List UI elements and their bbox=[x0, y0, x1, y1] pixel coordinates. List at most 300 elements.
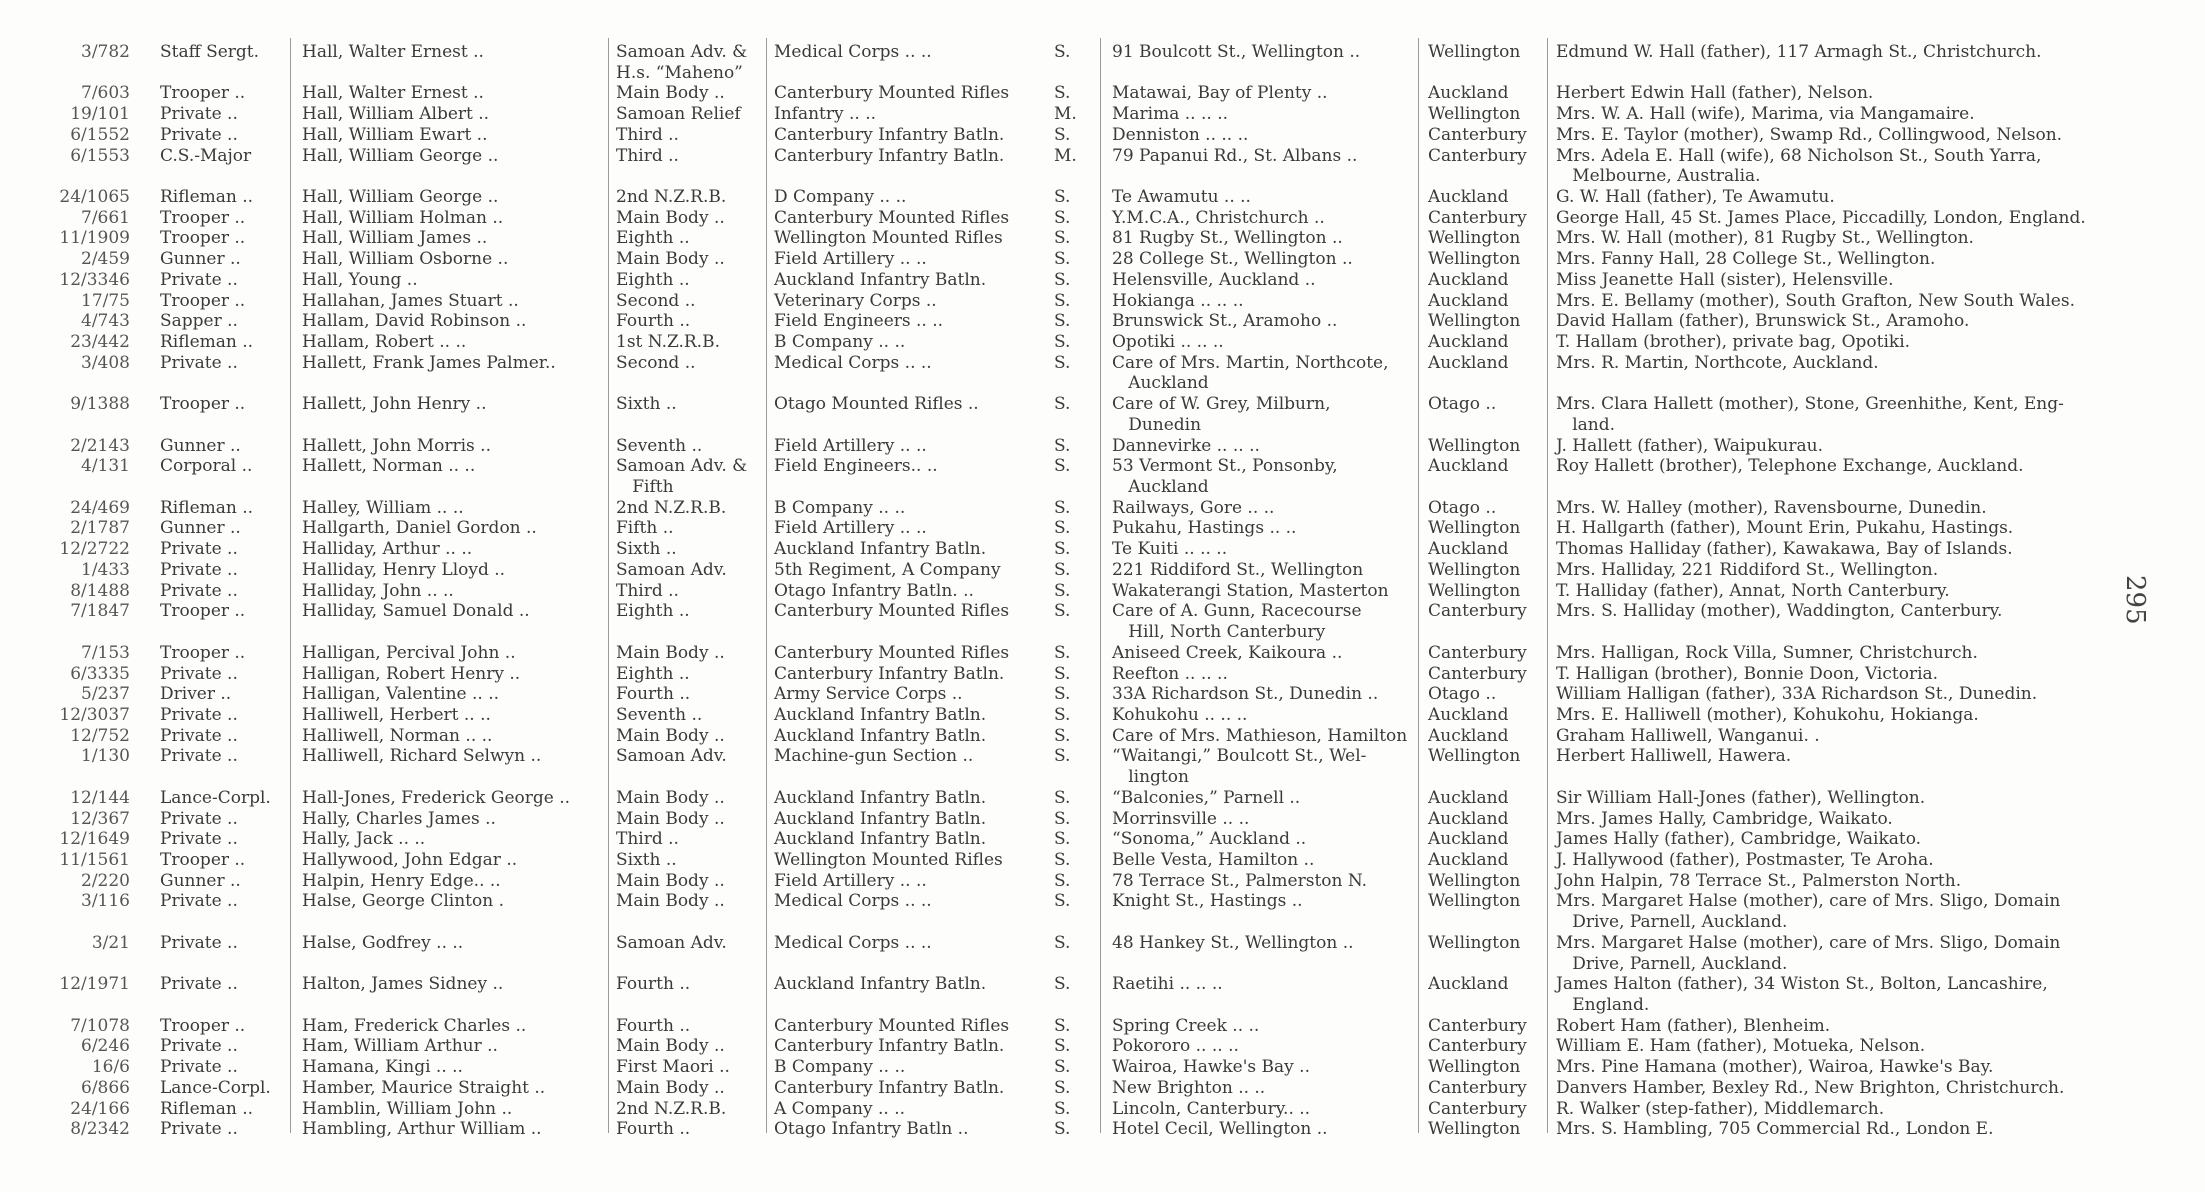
cell-rank: Trooper .. bbox=[160, 207, 246, 228]
table-row bbox=[0, 767, 2205, 787]
cell-name: Hallett, John Henry .. bbox=[302, 394, 487, 415]
cell-dist: Auckland bbox=[1428, 290, 1509, 311]
cell-mar: S. bbox=[1054, 539, 1071, 560]
cell-addr: Helensville, Auckland .. bbox=[1112, 269, 1316, 290]
cell-rank: Gunner .. bbox=[160, 249, 241, 270]
cell-num: 7/661 bbox=[81, 207, 130, 228]
cell-unit: Canterbury Mounted Rifles bbox=[774, 642, 1010, 663]
cell-kin: Mrs. Halligan, Rock Villa, Sumner, Christchurch. bbox=[1556, 642, 1978, 663]
cell-body: Fourth .. bbox=[616, 1119, 691, 1140]
cell-addr: Auckland bbox=[1112, 373, 1209, 394]
cell-rank: Trooper .. bbox=[160, 228, 246, 249]
cell-rank: C.S.-Major bbox=[160, 145, 252, 166]
cell-dist: Canterbury bbox=[1428, 663, 1527, 684]
cell-num: 6/246 bbox=[81, 1036, 130, 1057]
cell-kin: William E. Ham (father), Motueka, Nelson. bbox=[1556, 1036, 1926, 1057]
cell-dist: Auckland bbox=[1428, 269, 1509, 290]
table-row bbox=[0, 1078, 2205, 1098]
cell-mar: M. bbox=[1054, 145, 1077, 166]
cell-rank: Trooper .. bbox=[160, 642, 246, 663]
cell-unit: B Company .. .. bbox=[774, 332, 906, 353]
cell-name: Ham, William Arthur .. bbox=[302, 1036, 498, 1057]
cell-addr: Kohukohu .. .. .. bbox=[1112, 704, 1248, 725]
cell-addr: Marima .. .. .. bbox=[1112, 104, 1228, 125]
cell-rank: Corporal .. bbox=[160, 456, 253, 477]
table-row bbox=[0, 643, 2205, 663]
cell-kin: Edmund W. Hall (father), 117 Armagh St., Christchurch. bbox=[1556, 42, 2042, 62]
cell-mar: S. bbox=[1054, 352, 1071, 373]
cell-num: 17/75 bbox=[81, 290, 130, 311]
cell-dist: Auckland bbox=[1428, 456, 1509, 477]
cell-mar: S. bbox=[1054, 249, 1071, 270]
cell-num: 11/1561 bbox=[59, 849, 130, 870]
cell-addr: Hotel Cecil, Wellington .. bbox=[1112, 1119, 1328, 1140]
cell-kin: Mrs. Margaret Halse (mother), care of Mrs. Sligo, Domain bbox=[1556, 891, 2061, 912]
cell-num: 24/1065 bbox=[59, 187, 130, 208]
cell-mar: S. bbox=[1054, 518, 1071, 539]
cell-name: Halpin, Henry Edge.. .. bbox=[302, 870, 501, 891]
table-row bbox=[0, 829, 2205, 849]
cell-unit: Auckland Infantry Batln. bbox=[774, 704, 987, 725]
cell-dist: Auckland bbox=[1428, 787, 1509, 808]
cell-body: First Maori .. bbox=[616, 1057, 730, 1078]
cell-body: 2nd N.Z.R.B. bbox=[616, 497, 727, 518]
cell-body: Main Body .. bbox=[616, 808, 725, 829]
cell-mar: S. bbox=[1054, 1015, 1071, 1036]
cell-body: 2nd N.Z.R.B. bbox=[616, 187, 727, 208]
cell-mar: M. bbox=[1054, 104, 1077, 125]
cell-mar: S. bbox=[1054, 83, 1071, 104]
table-row bbox=[0, 891, 2205, 911]
cell-unit: Auckland Infantry Batln. bbox=[774, 725, 987, 746]
cell-unit: Infantry .. .. bbox=[774, 104, 877, 125]
table-row bbox=[0, 249, 2205, 269]
cell-num: 3/782 bbox=[81, 42, 130, 62]
cell-kin: Drive, Parnell, Auckland. bbox=[1556, 953, 1788, 974]
cell-body: Third .. bbox=[616, 580, 679, 601]
cell-kin: Danvers Hamber, Bexley Rd., New Brighton, Christchurch. bbox=[1556, 1077, 2065, 1098]
cell-name: Halliwell, Norman .. .. bbox=[302, 725, 493, 746]
cell-unit: D Company .. .. bbox=[774, 187, 907, 208]
cell-kin: Melbourne, Australia. bbox=[1556, 166, 1761, 187]
cell-num: 3/116 bbox=[81, 891, 130, 912]
cell-name: Hall, Young .. bbox=[302, 269, 418, 290]
cell-num: 7/603 bbox=[81, 83, 130, 104]
cell-kin: Mrs. Fanny Hall, 28 College St., Wellington. bbox=[1556, 249, 1936, 270]
cell-kin: land. bbox=[1556, 414, 1616, 435]
cell-dist: Wellington bbox=[1428, 104, 1521, 125]
cell-mar: S. bbox=[1054, 642, 1071, 663]
cell-dist: Wellington bbox=[1428, 891, 1521, 912]
cell-kin: Herbert Edwin Hall (father), Nelson. bbox=[1556, 83, 1874, 104]
cell-name: Hall, Walter Ernest .. bbox=[302, 83, 484, 104]
cell-addr: Care of W. Grey, Milburn, bbox=[1112, 394, 1331, 415]
cell-unit: B Company .. .. bbox=[774, 497, 906, 518]
cell-addr: Wakaterangi Station, Masterton bbox=[1112, 580, 1389, 601]
cell-name: Hall, William Holman .. bbox=[302, 207, 504, 228]
cell-num: 1/433 bbox=[81, 559, 130, 580]
cell-unit: Otago Mounted Rifles .. bbox=[774, 394, 979, 415]
cell-addr: Railways, Gore .. .. bbox=[1112, 497, 1275, 518]
cell-dist: Otago .. bbox=[1428, 394, 1497, 415]
cell-kin: Mrs. Margaret Halse (mother), care of Mrs. Sligo, Domain bbox=[1556, 932, 2061, 953]
cell-rank: Gunner .. bbox=[160, 435, 241, 456]
cell-rank: Private .. bbox=[160, 1057, 238, 1078]
cell-name: Hamana, Kingi .. .. bbox=[302, 1057, 463, 1078]
cell-num: 2/459 bbox=[81, 249, 130, 270]
cell-kin: George Hall, 45 St. James Place, Piccadilly, London, England. bbox=[1556, 207, 2086, 228]
cell-rank: Private .. bbox=[160, 829, 238, 850]
cell-name: Hall, William James .. bbox=[302, 228, 488, 249]
cell-mar: S. bbox=[1054, 808, 1071, 829]
cell-body: Main Body .. bbox=[616, 1036, 725, 1057]
cell-kin: T. Hallam (brother), private bag, Opotiki. bbox=[1556, 332, 1911, 353]
cell-body: Fifth bbox=[616, 477, 674, 498]
cell-addr: Lincoln, Canterbury.. .. bbox=[1112, 1098, 1311, 1119]
cell-body: Main Body .. bbox=[616, 870, 725, 891]
table-row bbox=[0, 83, 2205, 103]
table-row bbox=[0, 684, 2205, 704]
cell-body: Samoan Adv. bbox=[616, 559, 727, 580]
cell-rank: Gunner .. bbox=[160, 870, 241, 891]
cell-body: Samoan Relief bbox=[616, 104, 741, 125]
cell-addr: Dunedin bbox=[1112, 414, 1202, 435]
cell-dist: Wellington bbox=[1428, 1057, 1521, 1078]
cell-num: 3/408 bbox=[81, 352, 130, 373]
cell-name: Hallam, Robert .. .. bbox=[302, 332, 467, 353]
table-row bbox=[0, 539, 2205, 559]
cell-num: 1/130 bbox=[81, 746, 130, 767]
cell-body: Fourth .. bbox=[616, 1015, 691, 1036]
cell-addr: 81 Rugby St., Wellington .. bbox=[1112, 228, 1343, 249]
cell-addr: 28 College St., Wellington .. bbox=[1112, 249, 1353, 270]
cell-dist: Auckland bbox=[1428, 539, 1509, 560]
cell-addr: 91 Boulcott St., Wellington .. bbox=[1112, 42, 1361, 62]
table-row bbox=[0, 208, 2205, 228]
cell-dist: Canterbury bbox=[1428, 207, 1527, 228]
cell-unit: Auckland Infantry Batln. bbox=[774, 269, 987, 290]
cell-mar: S. bbox=[1054, 394, 1071, 415]
cell-rank: Private .. bbox=[160, 1119, 238, 1140]
cell-num: 2/2143 bbox=[70, 435, 130, 456]
cell-rank: Trooper .. bbox=[160, 83, 246, 104]
cell-mar: S. bbox=[1054, 290, 1071, 311]
cell-dist: Auckland bbox=[1428, 352, 1509, 373]
page-number: 295 bbox=[2120, 575, 2150, 625]
table-row bbox=[0, 353, 2205, 373]
cell-rank: Rifleman .. bbox=[160, 497, 254, 518]
cell-addr: Auckland bbox=[1112, 477, 1209, 498]
cell-num: 12/3037 bbox=[59, 704, 130, 725]
cell-body: Samoan Adv. & bbox=[616, 42, 748, 62]
cell-unit: Veterinary Corps .. bbox=[774, 290, 937, 311]
cell-addr: Pokororo .. .. .. bbox=[1112, 1036, 1239, 1057]
cell-kin: Mrs. W. Hall (mother), 81 Rugby St., Wellington. bbox=[1556, 228, 1974, 249]
cell-unit: Auckland Infantry Batln. bbox=[774, 787, 987, 808]
cell-dist: Auckland bbox=[1428, 83, 1509, 104]
table-row bbox=[0, 498, 2205, 518]
cell-rank: Private .. bbox=[160, 269, 238, 290]
cell-name: Halliday, Arthur .. .. bbox=[302, 539, 473, 560]
table-row bbox=[0, 436, 2205, 456]
cell-kin: J. Hallett (father), Waipukurau. bbox=[1556, 435, 1823, 456]
cell-num: 24/469 bbox=[70, 497, 130, 518]
cell-unit: Field Artillery .. .. bbox=[774, 518, 927, 539]
cell-kin: Roy Hallett (brother), Telephone Exchange, Auckland. bbox=[1556, 456, 2024, 477]
table-row bbox=[0, 912, 2205, 932]
cell-body: Fourth .. bbox=[616, 311, 691, 332]
cell-rank: Trooper .. bbox=[160, 849, 246, 870]
cell-kin: Graham Halliwell, Wanganui. . bbox=[1556, 725, 1820, 746]
cell-body: Second .. bbox=[616, 352, 696, 373]
table-row bbox=[0, 1057, 2205, 1077]
table-row bbox=[0, 788, 2205, 808]
cell-name: Hallett, Frank James Palmer.. bbox=[302, 352, 556, 373]
table-row bbox=[0, 726, 2205, 746]
cell-kin: H. Hallgarth (father), Mount Erin, Pukahu, Hastings. bbox=[1556, 518, 2014, 539]
cell-rank: Private .. bbox=[160, 932, 238, 953]
cell-unit: Wellington Mounted Rifles bbox=[774, 849, 1003, 870]
cell-kin: Mrs. S. Hambling, 705 Commercial Rd., London E. bbox=[1556, 1119, 1994, 1140]
cell-kin: Robert Ham (father), Blenheim. bbox=[1556, 1015, 1831, 1036]
cell-unit: Wellington Mounted Rifles bbox=[774, 228, 1003, 249]
cell-name: Halse, Godfrey .. .. bbox=[302, 932, 464, 953]
table-row bbox=[0, 581, 2205, 601]
cell-addr: Dannevirke .. .. .. bbox=[1112, 435, 1260, 456]
cell-mar: S. bbox=[1054, 787, 1071, 808]
cell-name: Hall-Jones, Frederick George .. bbox=[302, 787, 571, 808]
table-row bbox=[0, 664, 2205, 684]
cell-addr: Te Kuiti .. .. .. bbox=[1112, 539, 1228, 560]
cell-dist: Otago .. bbox=[1428, 684, 1497, 705]
cell-kin: Mrs. E. Halliwell (mother), Kohukohu, Hokianga. bbox=[1556, 704, 1979, 725]
cell-unit: Canterbury Infantry Batln. bbox=[774, 1036, 1005, 1057]
cell-addr: Belle Vesta, Hamilton .. bbox=[1112, 849, 1315, 870]
table-row bbox=[0, 954, 2205, 974]
cell-mar: S. bbox=[1054, 1057, 1071, 1078]
cell-kin: R. Walker (step-father), Middlemarch. bbox=[1556, 1098, 1885, 1119]
cell-unit: Canterbury Infantry Batln. bbox=[774, 663, 1005, 684]
cell-unit: Field Engineers.. .. bbox=[774, 456, 938, 477]
cell-unit: B Company .. .. bbox=[774, 1057, 906, 1078]
cell-rank: Trooper .. bbox=[160, 601, 246, 622]
cell-num: 12/367 bbox=[70, 808, 130, 829]
cell-num: 12/752 bbox=[70, 725, 130, 746]
cell-name: Hally, Jack .. .. bbox=[302, 829, 426, 850]
cell-mar: S. bbox=[1054, 601, 1071, 622]
cell-body: Eighth .. bbox=[616, 663, 690, 684]
cell-num: 8/1488 bbox=[70, 580, 130, 601]
cell-mar: S. bbox=[1054, 663, 1071, 684]
cell-mar: S. bbox=[1054, 228, 1071, 249]
cell-kin: T. Halliday (father), Annat, North Canterbury. bbox=[1556, 580, 1950, 601]
cell-dist: Wellington bbox=[1428, 1119, 1521, 1140]
table-row bbox=[0, 601, 2205, 621]
cell-body: Samoan Adv. bbox=[616, 746, 727, 767]
cell-name: Halliwell, Richard Selwyn .. bbox=[302, 746, 542, 767]
cell-body: Main Body .. bbox=[616, 642, 725, 663]
cell-rank: Private .. bbox=[160, 725, 238, 746]
cell-dist: Auckland bbox=[1428, 849, 1509, 870]
cell-addr: Care of Mrs. Martin, Northcote, bbox=[1112, 352, 1389, 373]
cell-body: Main Body .. bbox=[616, 725, 725, 746]
cell-name: Halligan, Valentine .. .. bbox=[302, 684, 500, 705]
table-row bbox=[0, 560, 2205, 580]
cell-body: Eighth .. bbox=[616, 601, 690, 622]
cell-mar: S. bbox=[1054, 974, 1071, 995]
cell-kin: Drive, Parnell, Auckland. bbox=[1556, 912, 1788, 933]
cell-addr: Knight St., Hastings .. bbox=[1112, 891, 1303, 912]
cell-addr: 33A Richardson St., Dunedin .. bbox=[1112, 684, 1379, 705]
cell-dist: Wellington bbox=[1428, 870, 1521, 891]
table-row bbox=[0, 1036, 2205, 1056]
cell-mar: S. bbox=[1054, 1119, 1071, 1140]
cell-addr: Hill, North Canterbury bbox=[1112, 622, 1326, 643]
cell-body: Seventh .. bbox=[616, 435, 703, 456]
cell-unit: Auckland Infantry Batln. bbox=[774, 974, 987, 995]
cell-dist: Wellington bbox=[1428, 228, 1521, 249]
cell-dist: Canterbury bbox=[1428, 642, 1527, 663]
cell-unit: 5th Regiment, A Company bbox=[774, 559, 1001, 580]
cell-num: 11/1909 bbox=[59, 228, 130, 249]
cell-mar: S. bbox=[1054, 704, 1071, 725]
cell-kin: Mrs. E. Taylor (mother), Swamp Rd., Collingwood, Nelson. bbox=[1556, 124, 2063, 145]
cell-unit: Auckland Infantry Batln. bbox=[774, 808, 987, 829]
cell-dist: Wellington bbox=[1428, 746, 1521, 767]
cell-unit: Otago Infantry Batln. .. bbox=[774, 580, 974, 601]
cell-num: 6/1552 bbox=[70, 124, 130, 145]
cell-dist: Auckland bbox=[1428, 829, 1509, 850]
cell-rank: Rifleman .. bbox=[160, 1098, 254, 1119]
cell-dist: Auckland bbox=[1428, 187, 1509, 208]
cell-name: Halliwell, Herbert .. .. bbox=[302, 704, 491, 725]
cell-mar: S. bbox=[1054, 1098, 1071, 1119]
cell-name: Hall, William Ewart .. bbox=[302, 124, 488, 145]
cell-name: Hall, William Osborne .. bbox=[302, 249, 509, 270]
cell-dist: Auckland bbox=[1428, 725, 1509, 746]
cell-unit: Medical Corps .. .. bbox=[774, 42, 932, 62]
table-row bbox=[0, 705, 2205, 725]
cell-rank: Private .. bbox=[160, 974, 238, 995]
cell-name: Hallahan, James Stuart .. bbox=[302, 290, 519, 311]
table-row bbox=[0, 394, 2205, 414]
cell-kin: Mrs. James Hally, Cambridge, Waikato. bbox=[1556, 808, 1893, 829]
cell-num: 4/131 bbox=[81, 456, 130, 477]
cell-kin: Mrs. W. Halley (mother), Ravensbourne, Dunedin. bbox=[1556, 497, 1987, 518]
table-row bbox=[0, 850, 2205, 870]
cell-mar: S. bbox=[1054, 1077, 1071, 1098]
cell-body: Samoan Adv. & bbox=[616, 456, 748, 477]
cell-num: 19/101 bbox=[70, 104, 130, 125]
cell-mar: S. bbox=[1054, 870, 1071, 891]
cell-mar: S. bbox=[1054, 684, 1071, 705]
cell-kin: David Hallam (father), Brunswick St., Aramoho. bbox=[1556, 311, 1970, 332]
cell-num: 12/1971 bbox=[59, 974, 130, 995]
cell-rank: Private .. bbox=[160, 580, 238, 601]
cell-kin: William Halligan (father), 33A Richardson St., Dunedin. bbox=[1556, 684, 2038, 705]
cell-rank: Private .. bbox=[160, 1036, 238, 1057]
table-row bbox=[0, 332, 2205, 352]
cell-num: 12/3346 bbox=[59, 269, 130, 290]
cell-mar: S. bbox=[1054, 332, 1071, 353]
cell-body: Second .. bbox=[616, 290, 696, 311]
table-row bbox=[0, 1099, 2205, 1119]
cell-unit: Field Artillery .. .. bbox=[774, 249, 927, 270]
cell-num: 9/1388 bbox=[70, 394, 130, 415]
cell-unit: Canterbury Infantry Batln. bbox=[774, 124, 1005, 145]
cell-unit: Medical Corps .. .. bbox=[774, 352, 932, 373]
cell-unit: Canterbury Mounted Rifles bbox=[774, 83, 1010, 104]
cell-addr: Morrinsville .. .. bbox=[1112, 808, 1250, 829]
cell-name: Halse, George Clinton . bbox=[302, 891, 504, 912]
cell-body: Main Body .. bbox=[616, 249, 725, 270]
table-row bbox=[0, 373, 2205, 393]
cell-num: 7/153 bbox=[81, 642, 130, 663]
cell-body: Third .. bbox=[616, 829, 679, 850]
cell-addr: Hokianga .. .. .. bbox=[1112, 290, 1244, 311]
cell-rank: Private .. bbox=[160, 891, 238, 912]
cell-kin: Sir William Hall-Jones (father), Wellington. bbox=[1556, 787, 1926, 808]
cell-num: 12/2722 bbox=[59, 539, 130, 560]
cell-dist: Auckland bbox=[1428, 704, 1509, 725]
cell-mar: S. bbox=[1054, 456, 1071, 477]
cell-body: Samoan Adv. bbox=[616, 932, 727, 953]
cell-kin: Mrs. Pine Hamana (mother), Wairoa, Hawke's Bay. bbox=[1556, 1057, 1994, 1078]
cell-rank: Lance-Corpl. bbox=[160, 1077, 271, 1098]
cell-name: Hall, William Albert .. bbox=[302, 104, 490, 125]
cell-mar: S. bbox=[1054, 580, 1071, 601]
cell-rank: Private .. bbox=[160, 104, 238, 125]
cell-name: Halligan, Robert Henry .. bbox=[302, 663, 521, 684]
cell-rank: Private .. bbox=[160, 746, 238, 767]
cell-body: Main Body .. bbox=[616, 83, 725, 104]
cell-mar: S. bbox=[1054, 932, 1071, 953]
cell-num: 6/1553 bbox=[70, 145, 130, 166]
cell-addr: Reefton .. .. .. bbox=[1112, 663, 1228, 684]
cell-name: Hallywood, John Edgar .. bbox=[302, 849, 518, 870]
cell-rank: Lance-Corpl. bbox=[160, 787, 271, 808]
cell-body: Third .. bbox=[616, 145, 679, 166]
cell-name: Halliday, John .. .. bbox=[302, 580, 454, 601]
cell-rank: Trooper .. bbox=[160, 290, 246, 311]
cell-addr: Pukahu, Hastings .. .. bbox=[1112, 518, 1297, 539]
cell-mar: S. bbox=[1054, 559, 1071, 580]
cell-body: Eighth .. bbox=[616, 228, 690, 249]
table-row bbox=[0, 1119, 2205, 1139]
cell-addr: Wairoa, Hawke's Bay .. bbox=[1112, 1057, 1310, 1078]
cell-kin: Mrs. S. Halliday (mother), Waddington, Canterbury. bbox=[1556, 601, 2003, 622]
table-row bbox=[0, 809, 2205, 829]
cell-name: Halliday, Samuel Donald .. bbox=[302, 601, 530, 622]
cell-body: Fifth .. bbox=[616, 518, 674, 539]
cell-body: Main Body .. bbox=[616, 891, 725, 912]
cell-rank: Gunner .. bbox=[160, 518, 241, 539]
cell-num: 7/1078 bbox=[70, 1015, 130, 1036]
cell-kin: Mrs. W. A. Hall (wife), Marima, via Mangamaire. bbox=[1556, 104, 1975, 125]
cell-addr: lington bbox=[1112, 767, 1189, 788]
cell-unit: Army Service Corps .. bbox=[774, 684, 963, 705]
cell-num: 12/1649 bbox=[59, 829, 130, 850]
cell-rank: Private .. bbox=[160, 704, 238, 725]
cell-rank: Sapper .. bbox=[160, 311, 238, 332]
table-row bbox=[0, 995, 2205, 1015]
cell-unit: Medical Corps .. .. bbox=[774, 891, 932, 912]
cell-rank: Private .. bbox=[160, 808, 238, 829]
cell-dist: Canterbury bbox=[1428, 124, 1527, 145]
cell-addr: Care of A. Gunn, Racecourse bbox=[1112, 601, 1362, 622]
table-row bbox=[0, 871, 2205, 891]
cell-body: Sixth .. bbox=[616, 394, 677, 415]
